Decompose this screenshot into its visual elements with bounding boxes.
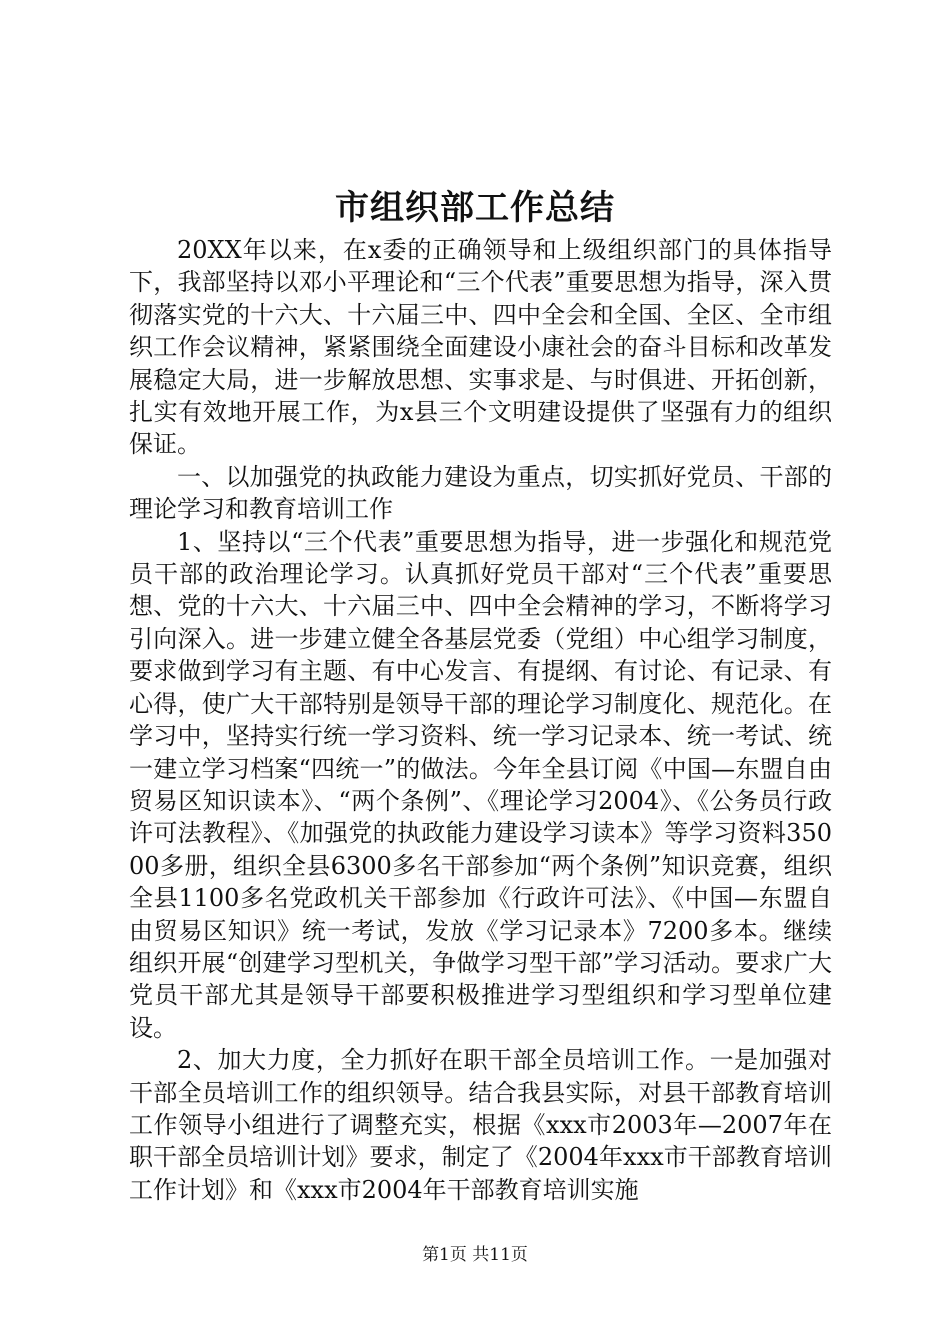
document-body [129,234,832,1206]
page-number-footer: 第1页 共11页 [422,1245,528,1265]
paragraph-item-1: 1、坚持以“三个代表”重要思想为指导，进一步强化和规范党员干部的政治理论学习。认真抓好党员干部对“三个代表”重要思想、党的十六大、十六届三中、四中全会精神的学习，不断将学习引向深入。进一步建立健全各基层党委（党组）中心组学习制度，要求做到学习有主题、有中心发言、有提纲、有讨论、有记录、有心得，使广大干部特别是领导干部的理论学习制度化、规范化。在学习中，坚持实行统一学习资料、统一学习记录本、统一考试、统一建立学习档案“四统一”的做法。今年全县订阅《中国—东盟自由贸易区知识读本》、“两个条例”、《理论学习2004》、《公务员行政许可法教程》、《加强党的执政能力建设学习读本》等学习资料35000多册，组织全县6300多名干部参加“两个条例”知识竞赛，组织全县1100多名党政机关干部参加《行政许可法》、《中国—东盟自由贸易区知识》统一考试，发放《学习记录本》7200多本。继续组织开展“创建学习型机关，争做学习型干部”学习活动。要求广大党员干部尤其是领导干部要积极推进学习型组织和学习型单位建设。 [129,527,832,1042]
paragraph-intro: 20XX年以来，在x委的正确领导和上级组织部门的具体指导下，我部坚持以邓小平理论和“三个代表”重要思想为指导，深入贯彻落实党的十六大、十六届三中、四中全会和全国、全区、全市组织工作会议精神，紧紧围绕全面建设小康社会的奋斗目标和改革发展稳定大局，进一步解放思想、实事求是、与时俱进、开拓创新，扎实有效地开展工作，为x县三个文明建设提供了坚强有力的组织保证。 [129,236,832,459]
paragraph-item-2: 2、加大力度，全力抓好在职干部全员培训工作。一是加强对干部全员培训工作的组织领导。结合我县实际，对县干部教育培训工作领导小组进行了调整充实，根据《xxx市2003年—2007年在职干部全员培训计划》要求，制定了《2004年xxx市干部教育培训工作计划》和《xxx市2004年干部教育培训实施 [129,1046,832,1204]
section-heading-1: 一、以加强党的执政能力建设为重点，切实抓好党员、干部的理论学习和教育培训工作 [129,462,832,524]
document-title: 市组织部工作总结 [335,188,615,228]
